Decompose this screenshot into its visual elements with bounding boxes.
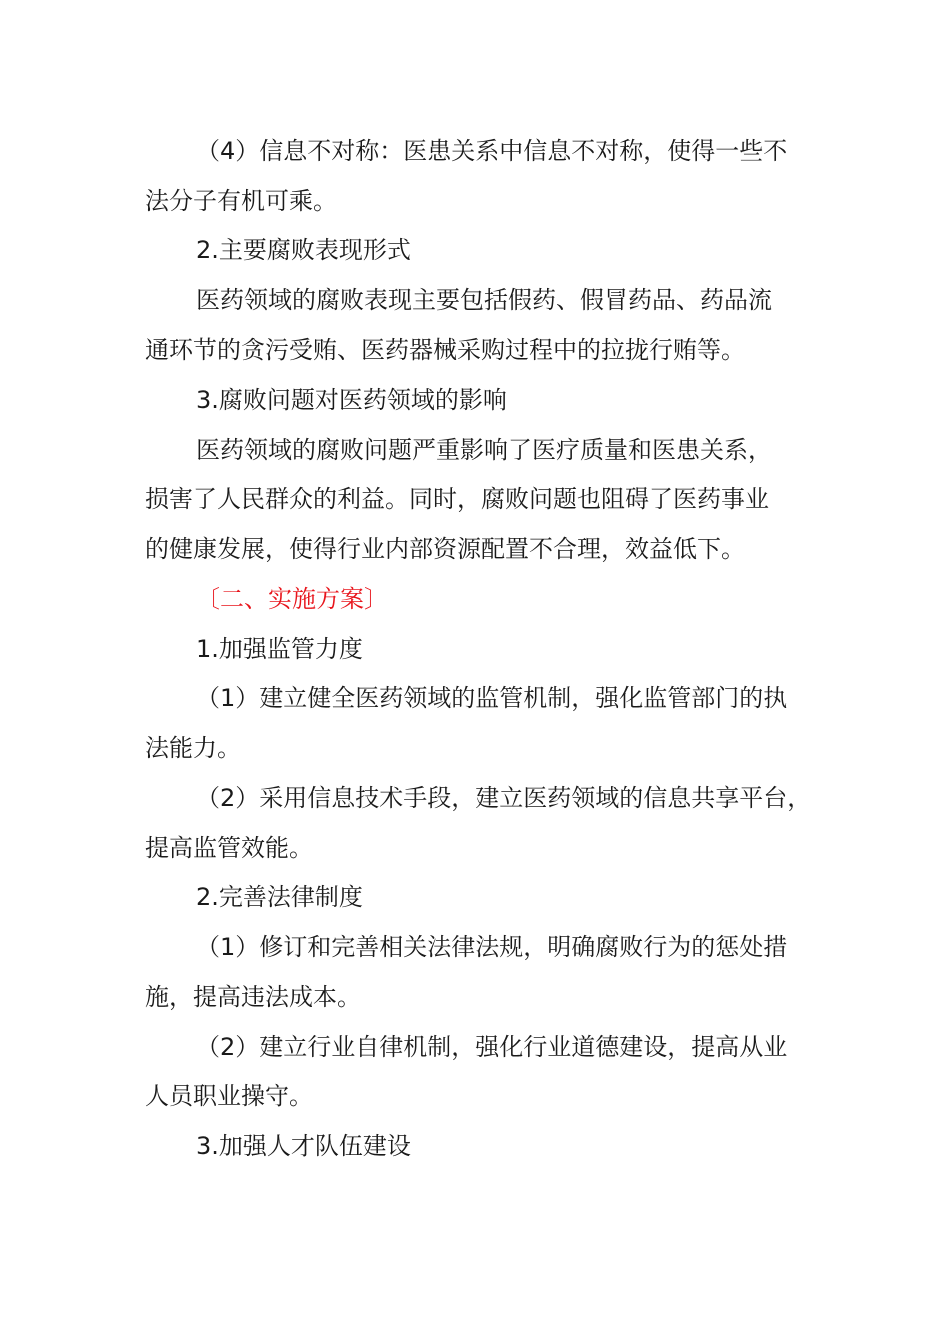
paragraph-line: （2）建立行业自律机制，强化行业道德建设，提高从业 [196,1033,788,1061]
paragraph-line: 施，提高违法成本。 [145,983,361,1011]
paragraph-line: 法分子有机可乘。 [145,187,337,215]
section-heading: 〔二、实施方案〕 [196,585,388,613]
paragraph-line: （2）采用信息技术手段，建立医药领域的信息共享平台， [196,784,812,812]
paragraph-line: 损害了人民群众的利益。同时，腐败问题也阻碍了医药事业 [145,485,769,513]
subheading: 2.主要腐败表现形式 [196,236,411,264]
paragraph-line: 法能力。 [145,734,241,762]
paragraph-line: 的健康发展，使得行业内部资源配置不合理，效益低下。 [145,535,745,563]
paragraph-line: 提高监管效能。 [145,834,313,862]
paragraph-line: （4）信息不对称：医患关系中信息不对称，使得一些不 [196,137,788,165]
paragraph-line: 医药领域的腐败表现主要包括假药、假冒药品、药品流 [196,286,772,314]
paragraph-line: 通环节的贪污受贿、医药器械采购过程中的拉拢行贿等。 [145,336,745,364]
subheading: 3.腐败问题对医药领域的影响 [196,386,507,414]
subheading: 2.完善法律制度 [196,883,363,911]
paragraph-line: 医药领域的腐败问题严重影响了医疗质量和医患关系， [196,436,772,464]
paragraph-line: （1）建立健全医药领域的监管机制，强化监管部门的执 [196,684,788,712]
paragraph-line: （1）修订和完善相关法律法规，明确腐败行为的惩处措 [196,933,788,961]
subheading: 1.加强监管力度 [196,635,363,663]
subheading: 3.加强人才队伍建设 [196,1132,411,1160]
paragraph-line: 人员职业操守。 [145,1082,313,1110]
